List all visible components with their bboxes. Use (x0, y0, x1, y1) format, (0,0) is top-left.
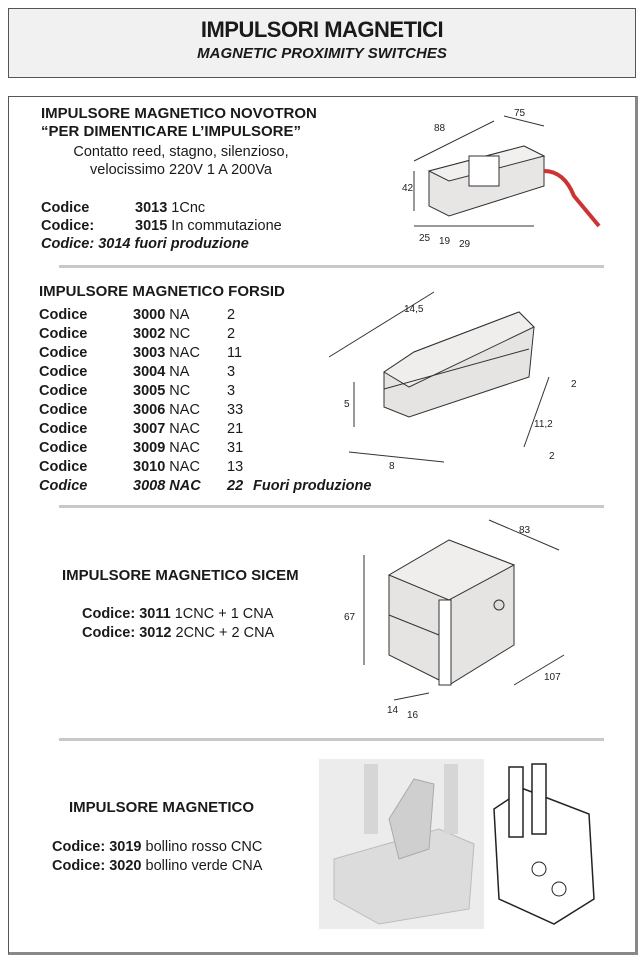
code-label: Codice (39, 440, 88, 456)
code-label: Codice (39, 421, 88, 437)
sicem-drawing (339, 515, 579, 725)
dim-label: 19 (439, 236, 451, 247)
dim-label: 11,2 (534, 419, 553, 430)
dim-label: 75 (514, 108, 526, 119)
list-item (82, 624, 274, 643)
code-num: 11 (227, 345, 243, 361)
code-desc: 1CNC + 1 CNA (174, 606, 274, 622)
code-value: 3013 (135, 200, 168, 216)
list-item (52, 857, 262, 876)
dim-label: 14,5 (404, 304, 424, 315)
novotron-title: IMPULSORE MAGNETICO NOVOTRON (41, 105, 317, 122)
sicem-codes (82, 605, 274, 643)
page-subtitle: MAGNETIC PROXIMITY SWITCHES (197, 45, 447, 62)
code-value: 3003 (133, 345, 166, 361)
dim-label: 29 (459, 239, 471, 250)
code-desc: 1Cnc (171, 200, 206, 216)
dim-label: 2 (571, 379, 577, 390)
code-num: 33 (227, 402, 244, 418)
code-value: Codice: 3012 (82, 625, 172, 641)
dim-label: 25 (419, 233, 431, 244)
desc-line: Contatto reed, stagno, silenzioso, (73, 144, 289, 160)
code-value: Codice: 3019 (52, 839, 142, 855)
code-type: NA (169, 364, 190, 380)
code-value: 3004 (133, 364, 166, 380)
code-label: Codice (39, 383, 88, 399)
code-value: 3009 (133, 440, 166, 456)
generic-codes (52, 838, 262, 876)
code-entry (133, 364, 189, 380)
discontinued-note: Codice: 3014 fuori produzione (41, 236, 249, 252)
section-divider (59, 505, 604, 508)
code-type: NAC (169, 402, 200, 418)
code-entry (133, 383, 190, 399)
generic-title: IMPULSORE MAGNETICO (69, 799, 255, 816)
code-type: NAC (169, 345, 200, 361)
code-label: Codice (39, 478, 88, 494)
code-num: 21 (227, 421, 244, 437)
code-value: 3008 NAC (133, 478, 201, 494)
dim-label: 107 (544, 672, 561, 683)
code-num: 2 (227, 326, 236, 342)
code-label: Codice (39, 307, 88, 323)
code-num: 22 (227, 478, 244, 494)
code-entry (133, 459, 200, 475)
catalog-content (8, 96, 638, 955)
dim-label: 8 (389, 461, 395, 472)
novotron-drawing (394, 101, 614, 261)
dim-label: 2 (549, 451, 555, 462)
dim-label: 67 (344, 612, 356, 623)
list-item (52, 838, 262, 857)
code-num: 3 (227, 383, 236, 399)
code-type: NAC (169, 421, 200, 437)
code-label: Codice (41, 200, 90, 216)
code-desc: bollino verde CNA (145, 858, 263, 874)
code-value: Codice: 3020 (52, 858, 142, 874)
code-label: Codice (39, 459, 88, 475)
section-divider (59, 265, 604, 268)
code-desc: 2CNC + 2 CNA (175, 625, 275, 641)
code-value: 3006 (133, 402, 166, 418)
code-entry (133, 440, 200, 456)
code-label: Codice (39, 402, 88, 418)
list-item (82, 605, 274, 624)
code-num: 2 (227, 307, 236, 323)
dim-label: 14 (387, 705, 399, 716)
code-value: 3000 (133, 307, 166, 323)
code-label: Codice (39, 326, 88, 342)
code-value: 3007 (133, 421, 166, 437)
code-type: NC (169, 326, 191, 342)
code-entry (133, 307, 189, 323)
code-type: NA (169, 307, 190, 323)
dim-label: 83 (519, 525, 531, 536)
code-value: 3005 (133, 383, 166, 399)
dim-label: 16 (407, 710, 419, 721)
code-value: 3010 (133, 459, 166, 475)
generic-drawing (484, 759, 604, 929)
forsid-drawing (324, 287, 584, 477)
code-desc: bollino rosso CNC (145, 839, 263, 855)
code-num: 3 (227, 364, 236, 380)
code-num: 31 (227, 440, 244, 456)
code-value: Codice: 3011 (82, 606, 171, 622)
page-header (8, 8, 636, 78)
dim-label: 42 (402, 183, 414, 194)
code-type: NAC (169, 459, 200, 475)
discontinued-note: Fuori produzione (253, 478, 372, 494)
novotron-description (41, 143, 321, 179)
code-type: NC (169, 383, 191, 399)
code-num: 13 (227, 459, 244, 475)
sicem-title: IMPULSORE MAGNETICO SICEM (62, 567, 299, 584)
code-label: Codice: (41, 218, 95, 234)
code-entry (133, 421, 200, 437)
code-desc: In commutazione (171, 218, 282, 234)
code-value: 3015 (135, 218, 168, 234)
code-entry (133, 326, 190, 342)
generic-photo (319, 759, 484, 929)
dim-label: 88 (434, 123, 446, 134)
desc-line: velocissimo 220V 1 A 200Va (90, 162, 272, 178)
forsid-title: IMPULSORE MAGNETICO FORSID (39, 283, 285, 300)
code-value: 3002 (133, 326, 166, 342)
code-entry (133, 345, 200, 361)
code-label: Codice (39, 364, 88, 380)
novotron-subtitle: “PER DIMENTICARE L’IMPULSORE” (41, 123, 302, 140)
dim-label: 5 (344, 399, 350, 410)
section-divider (59, 738, 604, 741)
code-type: NAC (169, 440, 200, 456)
page-title: IMPULSORI MAGNETICI (200, 17, 444, 42)
code-label: Codice (39, 345, 88, 361)
code-entry (133, 402, 200, 418)
